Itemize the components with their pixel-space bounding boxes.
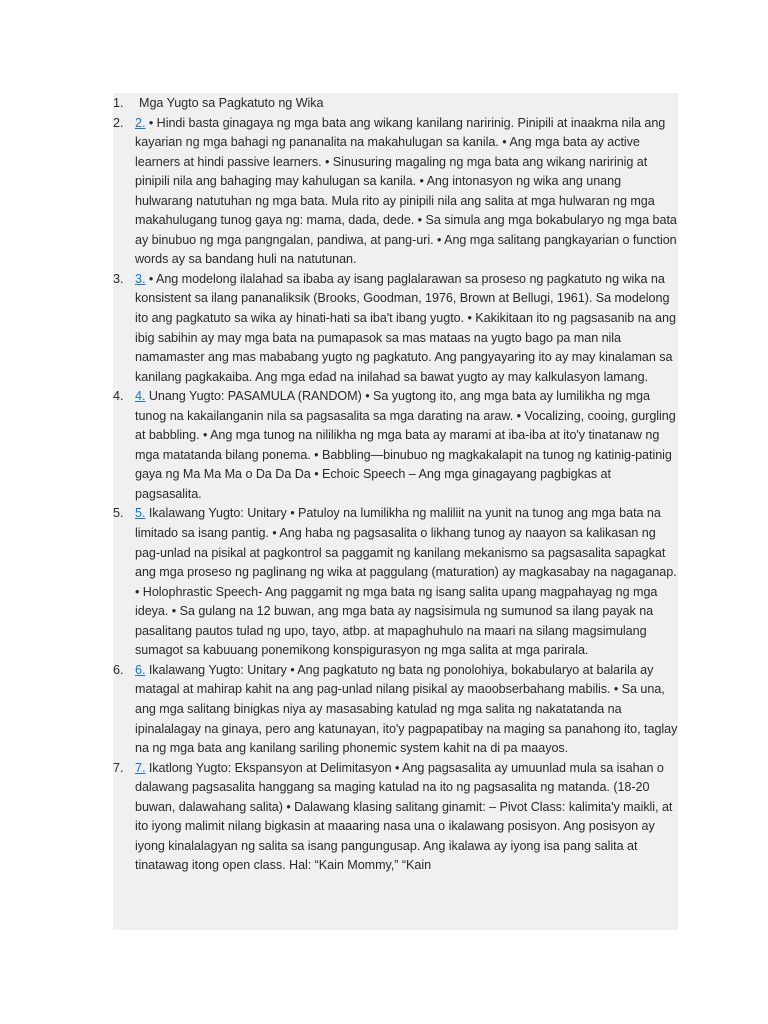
item-number: 2. bbox=[113, 115, 124, 130]
list-item bbox=[113, 94, 678, 114]
item-text: • Ang modelong ilalahad sa ibaba ay isang paglalarawan sa proseso ng pagkatuto ng wika na konsistent sa ilang pananaliksik (Brooks, Goodman, 1976, Brown at Bellugi, 1961). Sa modelong ito ang pagkatuto sa wika ay hinati-hati sa iba't ibang yugto. • Kakikitaan ito ng pagsasanib na ang ibig sabihin ay may mga bata na pumapasok sa mas mataas na yugto bago pa man nila namamaster ang mas mababang yugto ng pagkatuto. Ang pangyayaring ito ay may kinalaman sa kanilang pagkakaiba. Ang mga edad na inilahad sa bawat yugto ay may kalkulasyon lamang. bbox=[135, 271, 676, 384]
item-link[interactable]: 3. bbox=[135, 271, 146, 286]
list-item bbox=[113, 114, 678, 270]
list-item bbox=[113, 504, 678, 660]
list-heading: Mga Yugto sa Pagkatuto ng Wika bbox=[139, 96, 324, 110]
item-link[interactable]: 6. bbox=[135, 662, 146, 677]
document-page bbox=[113, 93, 678, 930]
item-link[interactable]: 7. bbox=[135, 760, 146, 775]
list-item bbox=[113, 270, 678, 387]
item-link[interactable]: 5. bbox=[135, 506, 146, 521]
stages-list bbox=[113, 94, 678, 876]
list-item bbox=[113, 759, 678, 876]
item-number: 1. bbox=[113, 96, 124, 110]
item-text: Ikalawang Yugto: Unitary • Ang pagkatuto ng bata ng ponolohiya, bokabularyo at balarila ay matagal at mahirap kahit na ang pag-unlad nilang pisikal ay maoobserbahang mabilis. • Sa una, ang mga salitang binigkas niya ay masasabing katulad ng mga salita ng nakatatanda na ipinalalagay na ginaya, pero ang katunayan, ito'y pagpapatibay na maging sa panahong ito, taglay na ng mga bata ang kanilang sariling phonemic system kahit na di pa maayos. bbox=[135, 662, 678, 756]
item-text: Ikatlong Yugto: Ekspansyon at Delimitasyon • Ang pagsasalita ay umuunlad mula sa isahan o dalawang pagsasalita hanggang sa maging katulad na ito ng pagsasalita ng matanda. (18-20 buwan, dalawahang salita) • Dalawang klasing salitang ginamit: – Pivot Class: kalimita'y maikli, at ito iyong malimit nilang bigkasin at maaaring nasa una o ikalawang posisyon. Ang posisyon ay iyong kinalalagyan ng salita sa isang pangungusap. Ang ikalawa ay iyong isa pang salita at tinatawag itong open class. Hal: “Kain Mommy,” “Kain bbox=[135, 760, 673, 873]
item-number: 5. bbox=[113, 506, 124, 521]
list-item bbox=[113, 387, 678, 504]
item-number: 3. bbox=[113, 271, 124, 286]
item-text: Ikalawang Yugto: Unitary • Patuloy na lumilikha ng maliliit na yunit na tunog ang mga bata na limitado sa isang pantig. • Ang haba ng pagsasalita o likhang tunog ay naayon sa kalikasan ng pag-unlad na pisikal at pagkontrol sa paggamit ng kanilang mekanismo sa pagsasalita sapagkat ang mga proseso ng paglinang ng wika at paggulang (maturation) ay magkasabay na nagaganap. • Holophrastic Speech- Ang paggamit ng mga bata ng isang salita upang magpahayag ng mga ideya. • Sa gulang na 12 buwan, ang mga bata ay nagsisimula ng sumunod sa ilang payak na pasalitang pautos tulad ng upo, tayo, atbp. at mapaghuhulo na maari na silang magsimulang sumagot sa kabuuang ponemikong konspigurasyon ng mga salita at mga parirala. bbox=[135, 506, 677, 658]
item-number: 7. bbox=[113, 760, 124, 775]
item-text: Unang Yugto: PASAMULA (RANDOM) • Sa yugtong ito, ang mga bata ay lumilikha ng mga tunog na kakailanganin nila sa pagsasalita sa mga darating na araw. • Vocalizing, cooing, gurgling at babbling. • Ang mga tunog na nililikha ng mga bata ay marami at iba-iba at ito'y tinatanaw ng mga matatanda bilang ponema. • Babbling—binubuo ng magkakalapit na tunog ng katinig-patinig gaya ng Ma Ma Ma o Da Da Da • Echoic Speech – Ang mga ginagayang pagbigkas at pagsasalita. bbox=[135, 389, 676, 501]
item-text: • Hindi basta ginagaya ng mga bata ang wikang kanilang naririnig. Pinipili at inaakma nila ang kayarian ng mga bahagi ng pananalita na makahulugan sa kanila. • Ang mga bata ay active learners at hindi passive learners. • Sinusuring magaling ng mga bata ang wikang naririnig at pinipili nila ang bahaging may kahulugan sa kanila. • Ang intonasyon ng wika ang unang hulwarang natutuhan ng mga bata. Mula rito ay pinipili nila ang salita at mga hulwaran ng mga makahulugang tunog gaya ng: mama, dada, dede. • Sa simula ang mga bokabularyo ng mga bata ay binubuo ng mga pangngalan, pandiwa, at pang-uri. • Ang mga salitang pangkayarian o function words ay sa bandang huli na natutunan. bbox=[135, 115, 677, 267]
item-number: 6. bbox=[113, 662, 124, 677]
list-item bbox=[113, 661, 678, 759]
item-number: 4. bbox=[113, 389, 124, 404]
item-link[interactable]: 4. bbox=[135, 389, 146, 404]
item-link[interactable]: 2. bbox=[135, 115, 146, 130]
